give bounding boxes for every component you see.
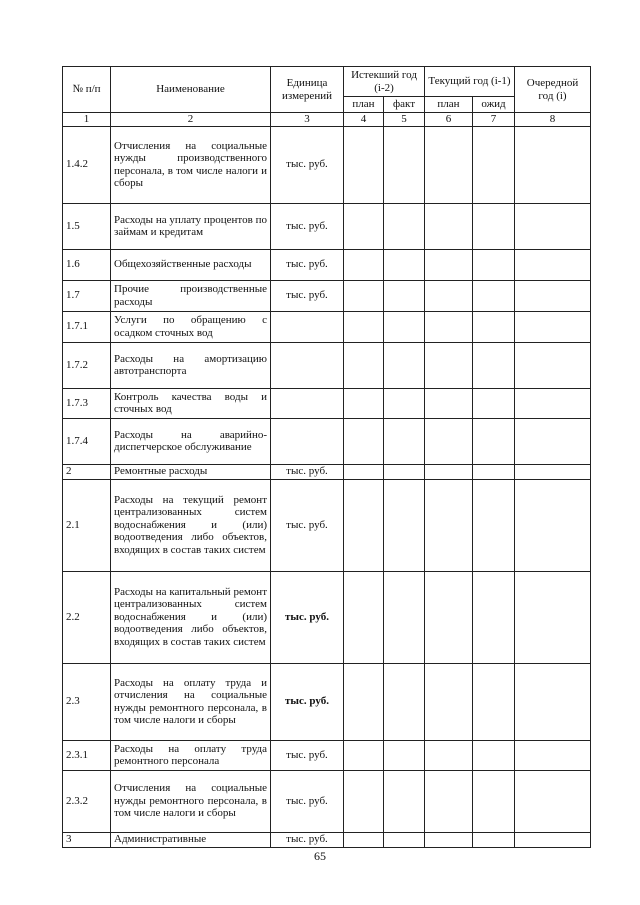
row-unit: тыс. руб. bbox=[271, 663, 344, 740]
row-name: Отчисления на социальные нужды производственного персонала, в том числе налоги и сборы bbox=[111, 126, 271, 203]
row-unit: тыс. руб. bbox=[271, 770, 344, 832]
row-unit bbox=[271, 342, 344, 388]
column-index: 4 bbox=[344, 113, 384, 127]
table-row bbox=[63, 203, 591, 249]
value-cell bbox=[515, 464, 591, 479]
value-cell bbox=[425, 770, 473, 832]
column-index: 8 bbox=[515, 113, 591, 127]
value-cell bbox=[384, 479, 425, 571]
value-cell bbox=[473, 249, 515, 280]
row-name: Расходы на уплату процентов по займам и кредитам bbox=[111, 203, 271, 249]
value-cell bbox=[384, 418, 425, 464]
value-cell bbox=[425, 311, 473, 342]
header-year-next: Очередной год (i) bbox=[515, 67, 591, 113]
table-row bbox=[63, 418, 591, 464]
table-row bbox=[63, 832, 591, 847]
table-row bbox=[63, 740, 591, 770]
value-cell bbox=[425, 249, 473, 280]
value-cell bbox=[425, 479, 473, 571]
value-cell bbox=[344, 388, 384, 418]
row-unit: тыс. руб. bbox=[271, 126, 344, 203]
row-number: 2.1 bbox=[63, 479, 111, 571]
table-row bbox=[63, 770, 591, 832]
value-cell bbox=[425, 663, 473, 740]
value-cell bbox=[344, 126, 384, 203]
value-cell bbox=[384, 126, 425, 203]
value-cell bbox=[384, 203, 425, 249]
row-name: Расходы на оплату труда и отчисления на социальные нужды ремонтного персонала, в том числе налоги и сборы bbox=[111, 663, 271, 740]
value-cell bbox=[344, 571, 384, 663]
table-row bbox=[63, 280, 591, 311]
table-row bbox=[63, 311, 591, 342]
value-cell bbox=[515, 770, 591, 832]
row-name: Расходы на капитальный ремонт централизованных систем водоснабжения и (или) водоотведения либо объектов, входящих в состав таких систем bbox=[111, 571, 271, 663]
row-number: 2.3.1 bbox=[63, 740, 111, 770]
table-body bbox=[63, 126, 591, 847]
value-cell bbox=[384, 464, 425, 479]
value-cell bbox=[515, 479, 591, 571]
table-row bbox=[63, 571, 591, 663]
row-number: 1.7.3 bbox=[63, 388, 111, 418]
row-number: 1.6 bbox=[63, 249, 111, 280]
value-cell bbox=[384, 280, 425, 311]
value-cell bbox=[344, 418, 384, 464]
table-row bbox=[63, 126, 591, 203]
row-number: 2.3.2 bbox=[63, 770, 111, 832]
row-name: Расходы на оплату труда ремонтного персонала bbox=[111, 740, 271, 770]
value-cell bbox=[425, 126, 473, 203]
value-cell bbox=[344, 832, 384, 847]
row-number: 1.4.2 bbox=[63, 126, 111, 203]
header-year-current: Текущий год (i-1) bbox=[425, 67, 515, 97]
row-unit bbox=[271, 418, 344, 464]
value-cell bbox=[425, 740, 473, 770]
table-row bbox=[63, 464, 591, 479]
header-num: № п/п bbox=[63, 67, 111, 113]
value-cell bbox=[515, 418, 591, 464]
column-index: 7 bbox=[473, 113, 515, 127]
value-cell bbox=[473, 479, 515, 571]
value-cell bbox=[473, 770, 515, 832]
row-number: 2 bbox=[63, 464, 111, 479]
value-cell bbox=[473, 342, 515, 388]
value-cell bbox=[425, 342, 473, 388]
value-cell bbox=[384, 311, 425, 342]
value-cell bbox=[515, 342, 591, 388]
value-cell bbox=[384, 663, 425, 740]
value-cell bbox=[384, 249, 425, 280]
value-cell bbox=[473, 388, 515, 418]
row-name: Расходы на амортизацию автотранспорта bbox=[111, 342, 271, 388]
row-unit bbox=[271, 311, 344, 342]
value-cell bbox=[473, 280, 515, 311]
column-index: 2 bbox=[111, 113, 271, 127]
value-cell bbox=[425, 280, 473, 311]
header-name: Наименование bbox=[111, 67, 271, 113]
table-row bbox=[63, 342, 591, 388]
row-unit: тыс. руб. bbox=[271, 832, 344, 847]
row-number: 3 bbox=[63, 832, 111, 847]
row-name: Расходы на аварийно-диспетчерское обслуживание bbox=[111, 418, 271, 464]
header-plan-current: план bbox=[425, 97, 473, 113]
row-unit: тыс. руб. bbox=[271, 479, 344, 571]
header-year-expired: Истекший год (i-2) bbox=[344, 67, 425, 97]
table-row bbox=[63, 479, 591, 571]
value-cell bbox=[384, 832, 425, 847]
value-cell bbox=[344, 311, 384, 342]
header-fact: факт bbox=[384, 97, 425, 113]
header-plan-expired: план bbox=[344, 97, 384, 113]
value-cell bbox=[344, 249, 384, 280]
row-number: 1.7 bbox=[63, 280, 111, 311]
row-unit bbox=[271, 388, 344, 418]
value-cell bbox=[344, 464, 384, 479]
row-unit: тыс. руб. bbox=[271, 280, 344, 311]
value-cell bbox=[384, 740, 425, 770]
value-cell bbox=[344, 740, 384, 770]
value-cell bbox=[425, 418, 473, 464]
value-cell bbox=[473, 740, 515, 770]
value-cell bbox=[425, 464, 473, 479]
value-cell bbox=[384, 342, 425, 388]
value-cell bbox=[515, 311, 591, 342]
column-index-row bbox=[63, 113, 591, 127]
column-index: 5 bbox=[384, 113, 425, 127]
budget-table bbox=[62, 66, 591, 848]
value-cell bbox=[344, 203, 384, 249]
page-number: 65 bbox=[314, 849, 326, 863]
header-expected: ожид bbox=[473, 97, 515, 113]
value-cell bbox=[515, 740, 591, 770]
table-row bbox=[63, 663, 591, 740]
value-cell bbox=[384, 388, 425, 418]
value-cell bbox=[473, 418, 515, 464]
table-row bbox=[63, 388, 591, 418]
header-unit: Единица измерений bbox=[271, 67, 344, 113]
row-unit: тыс. руб. bbox=[271, 249, 344, 280]
table-row bbox=[63, 249, 591, 280]
value-cell bbox=[425, 571, 473, 663]
row-name: Отчисления на социальные нужды ремонтного персонала, в том числе налоги и сборы bbox=[111, 770, 271, 832]
column-index: 3 bbox=[271, 113, 344, 127]
row-name: Общехозяйственные расходы bbox=[111, 249, 271, 280]
value-cell bbox=[473, 464, 515, 479]
value-cell bbox=[473, 126, 515, 203]
value-cell bbox=[515, 280, 591, 311]
row-number: 1.5 bbox=[63, 203, 111, 249]
row-number: 2.3 bbox=[63, 663, 111, 740]
row-unit: тыс. руб. bbox=[271, 203, 344, 249]
value-cell bbox=[473, 663, 515, 740]
row-unit: тыс. руб. bbox=[271, 464, 344, 479]
value-cell bbox=[344, 479, 384, 571]
value-cell bbox=[515, 832, 591, 847]
value-cell bbox=[473, 203, 515, 249]
row-name: Прочие производственные расходы bbox=[111, 280, 271, 311]
row-name: Услуги по обращению с осадком сточных вод bbox=[111, 311, 271, 342]
row-name: Административные bbox=[111, 832, 271, 847]
value-cell bbox=[344, 770, 384, 832]
value-cell bbox=[425, 388, 473, 418]
value-cell bbox=[515, 203, 591, 249]
value-cell bbox=[344, 280, 384, 311]
value-cell bbox=[384, 571, 425, 663]
value-cell bbox=[515, 249, 591, 280]
row-unit: тыс. руб. bbox=[271, 571, 344, 663]
row-name: Контроль качества воды и сточных вод bbox=[111, 388, 271, 418]
value-cell bbox=[425, 832, 473, 847]
column-index: 6 bbox=[425, 113, 473, 127]
value-cell bbox=[425, 203, 473, 249]
row-number: 1.7.1 bbox=[63, 311, 111, 342]
value-cell bbox=[515, 126, 591, 203]
row-name: Ремонтные расходы bbox=[111, 464, 271, 479]
value-cell bbox=[344, 342, 384, 388]
value-cell bbox=[384, 770, 425, 832]
value-cell bbox=[515, 571, 591, 663]
row-name: Расходы на текущий ремонт централизованных систем водоснабжения и (или) водоотведения либо объектов, входящих в состав таких систем bbox=[111, 479, 271, 571]
value-cell bbox=[473, 311, 515, 342]
column-index: 1 bbox=[63, 113, 111, 127]
row-unit: тыс. руб. bbox=[271, 740, 344, 770]
row-number: 1.7.4 bbox=[63, 418, 111, 464]
row-number: 2.2 bbox=[63, 571, 111, 663]
row-number: 1.7.2 bbox=[63, 342, 111, 388]
value-cell bbox=[473, 832, 515, 847]
value-cell bbox=[473, 571, 515, 663]
value-cell bbox=[515, 663, 591, 740]
value-cell bbox=[515, 388, 591, 418]
value-cell bbox=[344, 663, 384, 740]
